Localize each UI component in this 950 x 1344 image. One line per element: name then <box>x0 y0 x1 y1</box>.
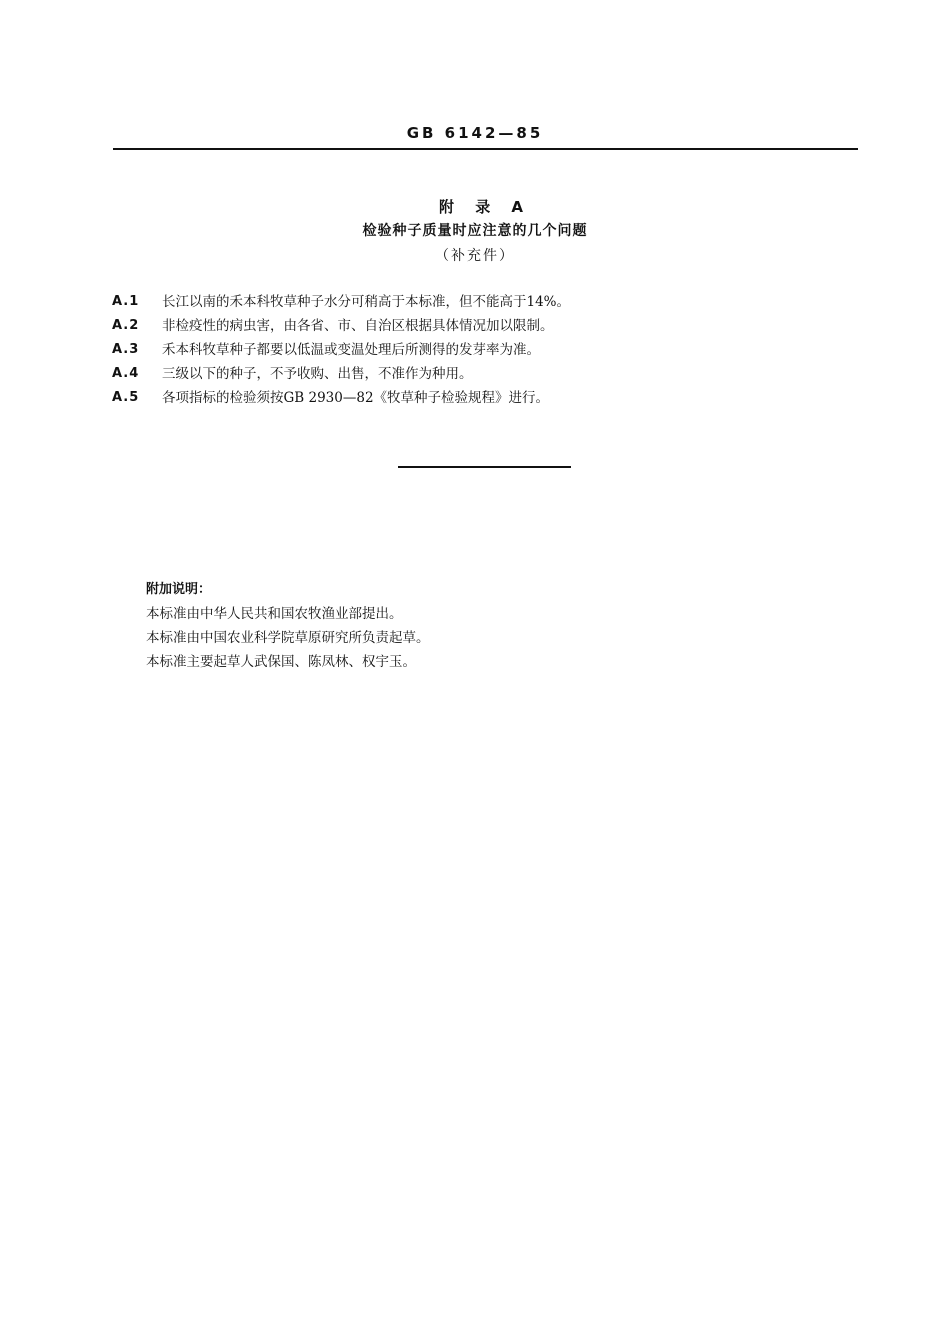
clause-number: A.1 <box>112 294 140 309</box>
clause-number: A.4 <box>112 366 140 381</box>
clause-item <box>112 388 852 412</box>
header-divider <box>113 148 858 150</box>
clause-text: 长江以南的禾本科牧草种子水分可稍高于本标准，但不能高于14%。 <box>162 294 571 310</box>
clause-text: 非检疫性的病虫害，由各省、市、自治区根据具体情况加以限制。 <box>162 318 554 334</box>
clause-number: A.2 <box>112 318 140 333</box>
clause-number: A.5 <box>112 390 140 405</box>
clause-text: 各项指标的检验须按GB 2930—82《牧草种子检验规程》进行。 <box>162 390 550 406</box>
standard-code: GB 6142—85 <box>406 124 544 142</box>
appendix-title: 检验种子质量时应注意的几个问题 <box>362 223 588 239</box>
end-divider <box>398 466 571 468</box>
clause-text: 三级以下的种子，不予收购、出售，不准作为种用。 <box>162 366 473 382</box>
clause-list <box>112 292 852 412</box>
clause-item <box>112 316 852 340</box>
note-line: 本标准主要起草人武保国、陈凤林、权宇玉。 <box>146 654 416 670</box>
appendix-label: 附 录 A <box>438 198 532 216</box>
clause-text: 禾本科牧草种子都要以低温或变温处理后所测得的发芽率为准。 <box>162 342 540 358</box>
note-line: 本标准由中国农业科学院草原研究所负责起草。 <box>146 630 430 646</box>
clause-item <box>112 340 852 364</box>
clause-number: A.3 <box>112 342 140 357</box>
additional-notes <box>146 580 746 676</box>
notes-heading: 附加说明： <box>146 582 212 597</box>
clause-item <box>112 292 852 316</box>
note-line: 本标准由中华人民共和国农牧渔业部提出。 <box>146 606 403 622</box>
clause-item <box>112 364 852 388</box>
appendix-subtitle: （补充件） <box>435 248 515 264</box>
